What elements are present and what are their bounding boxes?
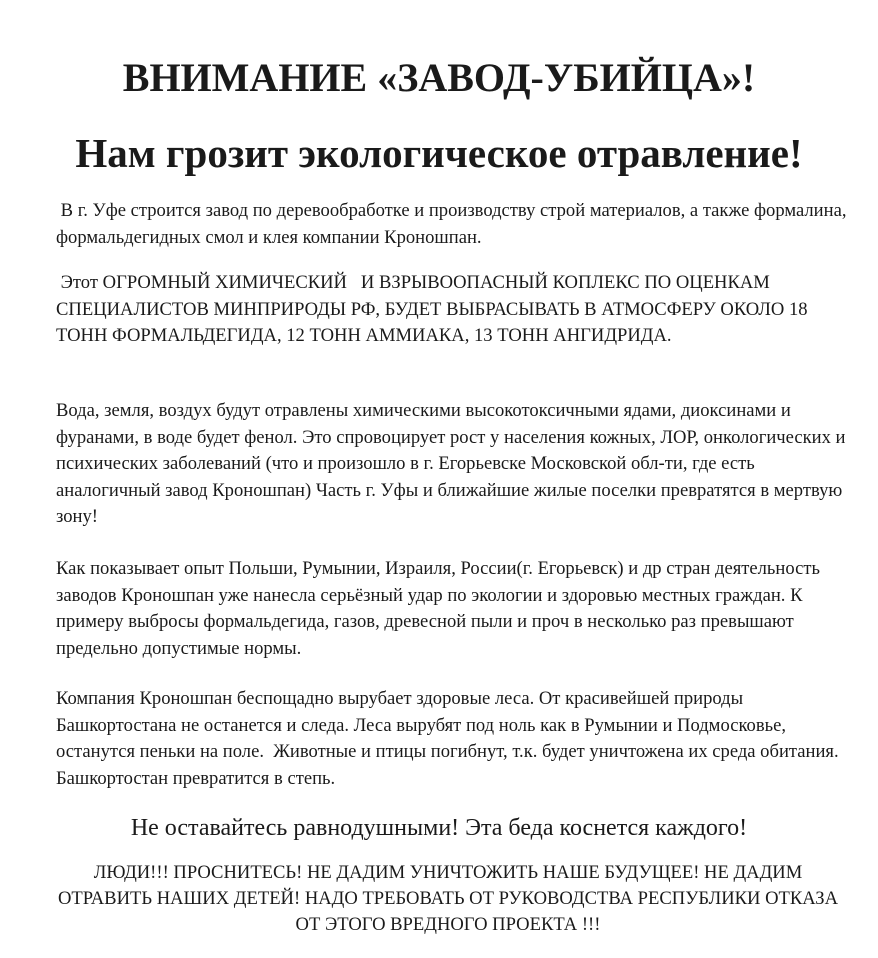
paragraph-deforestation: Компания Кроношпан беспощадно вырубает здоровые леса. От красивейшей природы Башкортостана не останется и следа. Леса вырубят под ноль как в Румынии и Подмосковье, останутся пеньки на поле. Животные и птицы погибнут, т.к. будет уничтожена их среда обитания. Башкортостан превратится в степь. <box>56 688 844 789</box>
callout-dont-be-indifferent: Не оставайтесь равнодушными! Эта беда коснется каждого! <box>130 815 748 841</box>
headline-subtitle: Нам грозит экологическое отравление! <box>75 130 803 176</box>
paragraph-pollution-effects: Вода, земля, воздух будут отравлены химическими высокотоксичными ядами, диоксинами и фуранами, в воде будет фенол. Это спровоцирует рост у населения кожных, ЛОР, онкологических и психических заболеваний (что и произошло в г. Егорьевске Московской обл-ти, где есть аналогичный завод Кроношпан) Часть г. Уфы и ближайшие жилые поселки превратятся в мертвую зону! <box>56 400 851 528</box>
headline-warning: ВНИМАНИЕ «ЗАВОД-УБИЙЦА»! <box>122 55 756 100</box>
paragraph-emissions: Этот ОГРОМНЫЙ ХИМИЧЕСКИЙ И ВЗРЫВООПАСНЫЙ КОПЛЕКС ПО ОЦЕНКАМ СПЕЦИАЛИСТОВ МИНПРИРОДЫ РФ, БУДЕТ ВЫБРАСЫВАТЬ В АТМОСФЕРУ ОКОЛО 18 ТОНН ФОРМАЛЬДЕГИДА, 12 ТОНН АММИАКА, 13 ТОНН АНГИДРИДА. <box>56 272 813 347</box>
paragraph-factory-intro: В г. Уфе строится завод по деревообработке и производству строй материалов, а также формалина, формальдегидных смол и клея компании Кроношпан. <box>56 200 852 248</box>
appeal-wake-up: ЛЮДИ!!! ПРОСНИТЕСЬ! НЕ ДАДИМ УНИЧТОЖИТЬ НАШЕ БУДУЩЕЕ! НЕ ДАДИМ ОТРАВИТЬ НАШИХ ДЕТЕЙ! НАДО ТРЕБОВАТЬ ОТ РУКОВОДСТВА РЕСПУБЛИКИ ОТКАЗА ОТ ЭТОГО ВРЕДНОГО ПРОЕКТА !!! <box>58 862 838 935</box>
paragraph-foreign-experience: Как показывает опыт Польши, Румынии, Израиля, России(г. Егорьевск) и др стран деятельность заводов Кроношпан уже нанесла серьёзный удар по экологии и здоровью местных граждан. К примеру выбросы формальдегида, газов, древесной пыли и проч в несколько раз превышают предельно допустимые нормы. <box>56 558 825 659</box>
